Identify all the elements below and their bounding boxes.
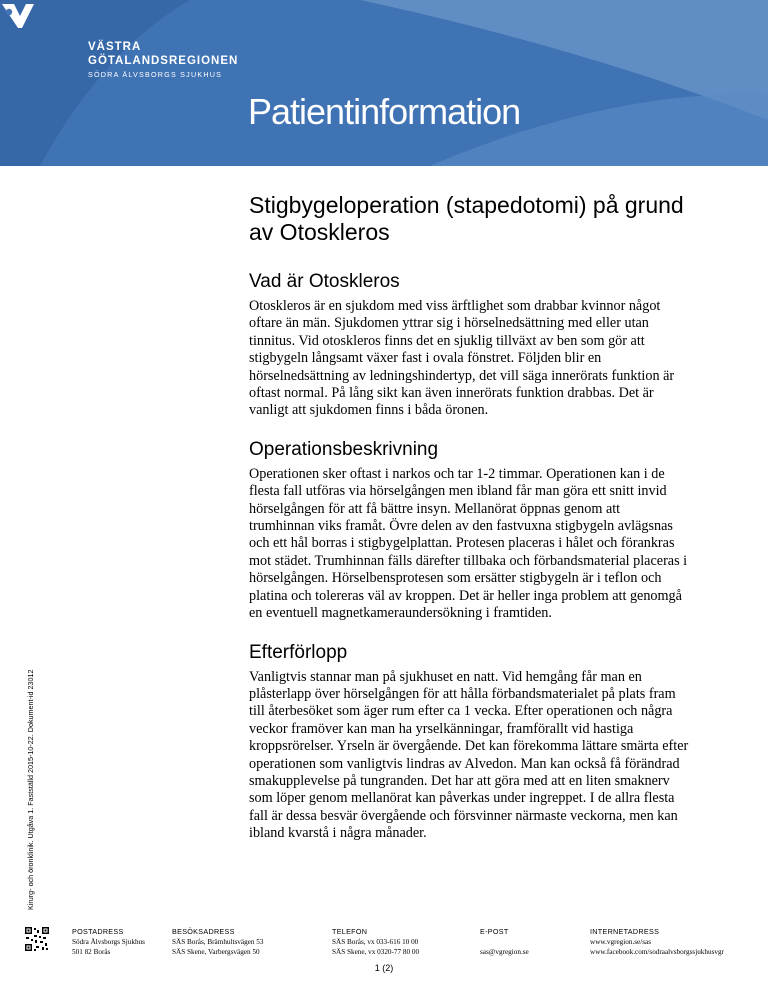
footer-line (480, 937, 529, 947)
email-link[interactable]: sas@vgregion.se (480, 948, 529, 956)
footer-internet (590, 927, 724, 957)
org-name-line1: VÄSTRA (88, 41, 142, 53)
footer-line: 501 82 Borås (72, 948, 111, 956)
footer-line: SÄS Skene, Varbergsvägen 50 (172, 948, 260, 956)
footer-visiting-address (172, 927, 263, 957)
footer-heading: POSTADRESS (72, 927, 124, 936)
footer-phone (332, 927, 419, 957)
banner-title: Patientinformation (248, 91, 521, 132)
document-content (249, 192, 689, 862)
footer-email (480, 927, 529, 957)
footer-line: SÄS Skene, vx 0320-77 80 00 (332, 948, 420, 956)
footer-heading: INTERNETADRESS (590, 927, 660, 936)
footer-heading: E-POST (480, 927, 509, 936)
section-body: Operationen sker oftast i narkos och tar 1-2 timmar. Operationen kan i de flesta fall utföras via hörselgången men ibland får man göra ett snitt invid hörselgången för att få bättre insyn. Mellanörat öppnas genom att trumhinnan viks framåt. Övre delen av den fastvuxna stigbygeln avlägsnas och ett hål borras i stigbygelplattan. Protesen placeras i hålet och förankras mot städet. Trumhinnan fälls därefter tillbaka och förbandsmaterial placeras i hörselgången. Hörselbensprotesen som ersätter stigbygeln är i teflon och platina och tolereras väl av kroppen. Det är heller inga problem att genomgå en eventuell magnetkameraundersökning i framtiden. (249, 465, 688, 622)
footer-postal-address (72, 927, 145, 957)
section-heading: Efterförlopp (249, 641, 348, 663)
footer-heading: BESÖKSADRESS (172, 927, 235, 936)
section-body: Otoskleros är en sjukdom med viss ärftlighet som drabbar kvinnor något oftare än män. Sjukdomen yttrar sig i hörselnedsättning med eller utan tinnitus. Vid otoskleros finns det en sjuklig tillväxt av ben som gör att stigbygeln långsamt växer fast i ovala fönstret. Följden blir en hörselnedsättning av ledningshindertyp, det vill säga innerörats funktion är oftast normal. På lång sikt kan även innerörats funktion drabbas. Det är vanligt att sjukdomen finns i båda öronen. (249, 298, 675, 419)
footer-line: Södra Älvsborgs Sjukhus (72, 938, 145, 946)
footer-line: SÄS Borås, Brämhultsvägen 53 (172, 938, 264, 946)
section-body: Vanligtvis stannar man på sjukhuset en natt. Vid hemgång får man en plåsterlapp över hörselgången för att hålla förbandsmaterialet på plats fram till återbesöket som äger rum efter ca 1 vecka. Efter operationen och några veckor framöver kan man ha yrselkänningar, framförallt vid hastiga kroppsrörelser. Yrseln är övergående. Det kan förekomma lättare smärta efter operationen som vanligtvis lindras av Alvedon. Man kan också få förändrad smakupplevelse på tungranden. Det har att göra med att en liten smaknerv som löper genom mellanörat kan påverkas under ingreppet. I de allra flesta fall är dessa besvär övergående och försvinner närmaste veckorna, men kan ibland kvarstå i några månader. (249, 668, 689, 842)
document-side-note: Kirurg- och öronklinik. Utgåva 1. Fastställd 2015-10-22. Dokument-id 23012 (26, 669, 35, 910)
website-link[interactable]: www.vgregion.se/sas (590, 938, 652, 946)
section-heading: Vad är Otoskleros (249, 271, 400, 292)
document-title: Stigbygeloperation (stapedotomi) på grund av Otoskleros (249, 192, 684, 245)
qr-code-icon (24, 926, 50, 952)
facebook-link[interactable]: www.facebook.com/sodraalvsborgssjukhusvgr (590, 948, 724, 956)
section-heading: Operationsbeskrivning (249, 438, 439, 460)
header-banner (0, 0, 768, 166)
banner-background-shapes (0, 0, 768, 166)
vgr-logo-icon (0, 0, 36, 30)
org-name-line2: GÖTALANDSREGIONEN (88, 55, 239, 67)
footer-line: SÄS Borås, vx 033-616 10 00 (332, 938, 419, 946)
org-name-line3: SÖDRA ÄLVSBORGS SJUKHUS (88, 70, 223, 79)
footer-heading: TELEFON (332, 927, 368, 936)
page-number: 1 (2) (374, 963, 394, 973)
